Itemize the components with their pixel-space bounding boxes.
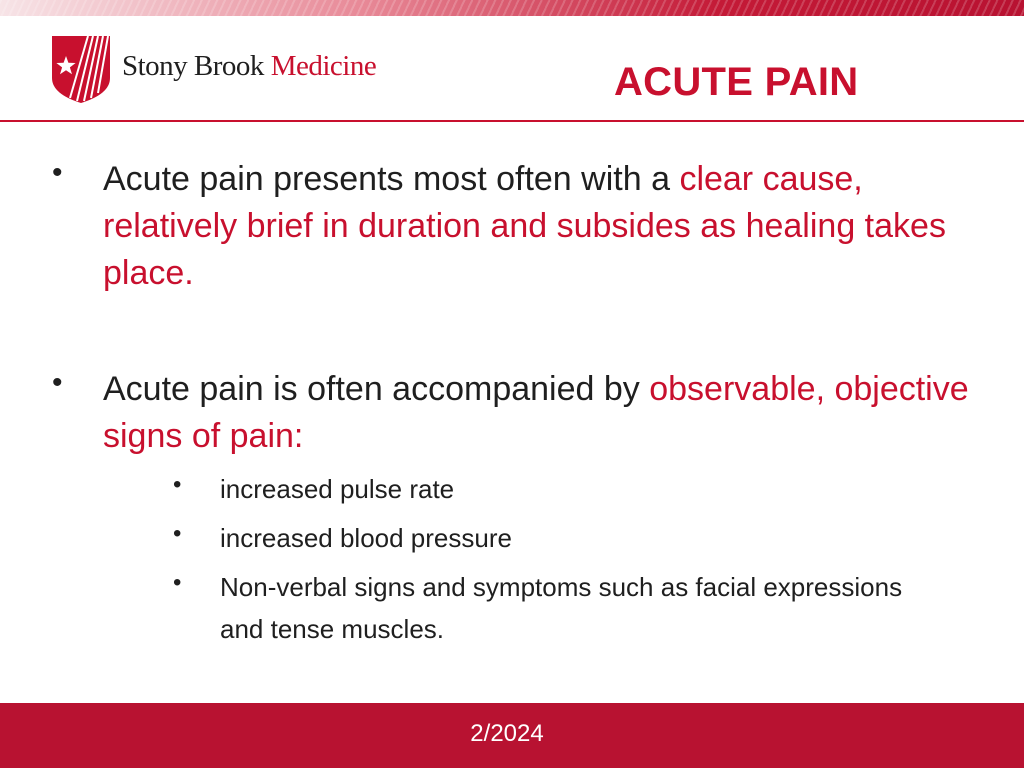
stony-brook-medicine-wordmark (122, 50, 376, 83)
bullet-marker: • (52, 366, 63, 399)
bullet-1-plain: Acute pain presents most often with a (103, 160, 680, 198)
sub-item-nonverbal-signs: Non-verbal signs and symptoms such as facial expressions and tense muscles. (220, 572, 903, 644)
bullet-2-highlight: observable, objective signs of pain: (103, 370, 969, 455)
sub-bullet-marker: • (173, 471, 182, 498)
top-decorative-band (0, 0, 1024, 16)
sub-item-pulse-rate: increased pulse rate (220, 474, 455, 504)
header-divider (0, 120, 1024, 122)
slide-title: ACUTE PAIN (614, 60, 859, 104)
sub-item-blood-pressure: increased blood pressure (220, 523, 512, 553)
footer-date: 2/2024 (470, 720, 544, 747)
sub-bullet-marker: • (173, 520, 182, 547)
wordmark-stony-brook: Stony Brook (122, 50, 264, 82)
bullet-2-text (103, 366, 983, 460)
stony-brook-shield-logo (50, 32, 112, 104)
bullet-2-plain: Acute pain is often accompanied by (103, 370, 650, 408)
bullet-1-highlight: clear cause, relatively brief in duration and subsides as healing takes place. (103, 160, 946, 292)
sub-bullet-marker: • (173, 569, 182, 596)
wordmark-medicine: Medicine (270, 50, 377, 82)
bullet-1-text (103, 156, 983, 297)
bullet-marker: • (52, 156, 63, 189)
